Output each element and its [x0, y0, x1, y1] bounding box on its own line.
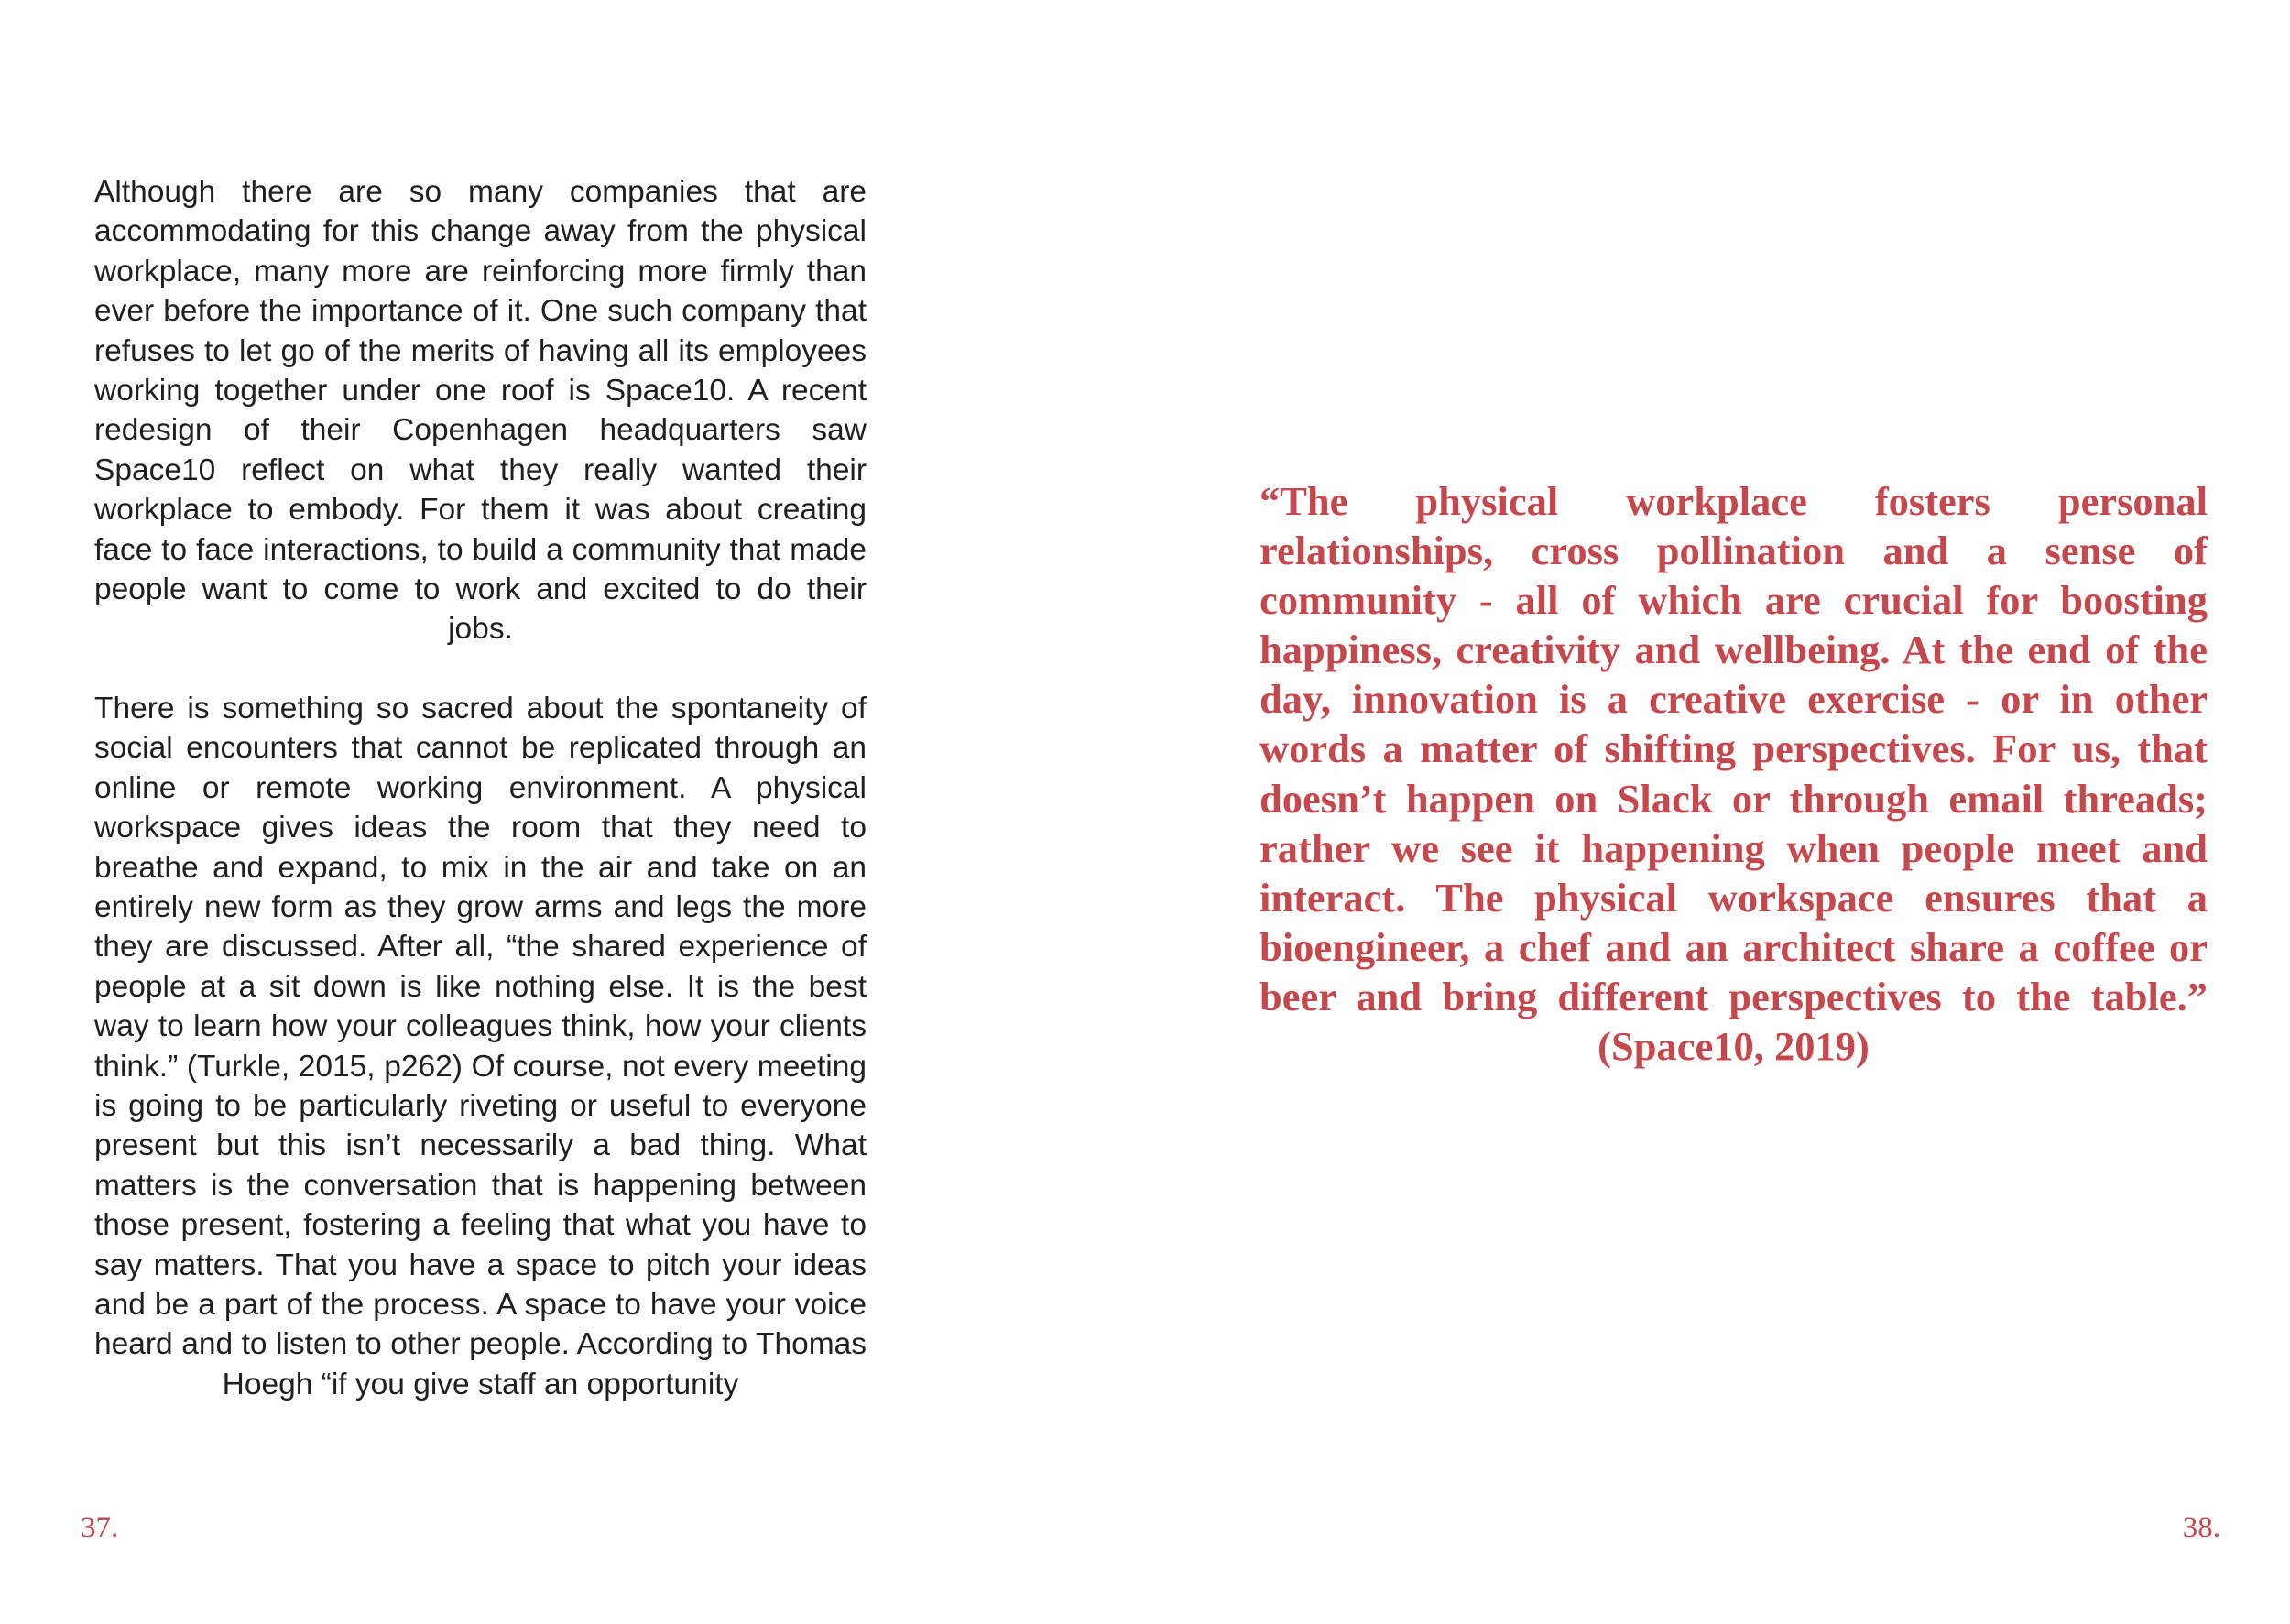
left-page-body	[94, 172, 867, 1404]
body-paragraph-1: Although there are so many companies that are accommodating for this change away from the physical workplace, many more are reinforcing more firmly than ever before the importance of it. One such company that refuses to let go of the merits of having all its employees working together under one roof is Space10. A recent redesign of their Copenhagen headquarters saw Space10 reflect on what they really wanted their workplace to embody. For them it was about creating face to face interactions, to build a community that made people want to come to work and excited to do their jobs.	[94, 175, 867, 647]
body-paragraph-2: There is something so sacred about the spontaneity of social encounters that cannot be replicated through an online or remote working environment. A physical workspace gives ideas the room that they need to breathe and expand, to mix in the air and take on an entirely new form as they grow arms and legs the more they are discussed. After all, “the shared experience of people at a sit down is like nothing else. It is the best way to learn how your colleagues think, how your clients think.” (Turkle, 2015, p262) Of course, not every meeting is going to be particularly riveting or useful to everyone present but this isn’t necessarily a bad thing. What matters is the conversation that is happening between those present, fostering a feeling that what you have to say matters. That you have a space to pitch your ideas and be a part of the process. A space to have your voice heard and to listen to other people. According to Thomas Hoegh “if you give staff an opportunity	[94, 691, 867, 1401]
page-number-left: 37.	[81, 1511, 119, 1544]
pull-quote: “The physical workplace fosters personal relationships, cross pollination and a sense of community - all of which are crucial for boosting happiness, creativity and wellbeing. At the end of the day, innovation is a creative exercise - or in other words a matter of shifting perspectives. For us, that doesn’t happen on Slack or through email threads; rather we see it happening when people meet and interact. The physical workspace ensures that a bioengineer, a chef and an architect share a coffee or beer and bring different perspectives to the table.” (Space10, 2019)	[1260, 478, 2208, 1070]
page-number-right: 38.	[2182, 1511, 2220, 1544]
